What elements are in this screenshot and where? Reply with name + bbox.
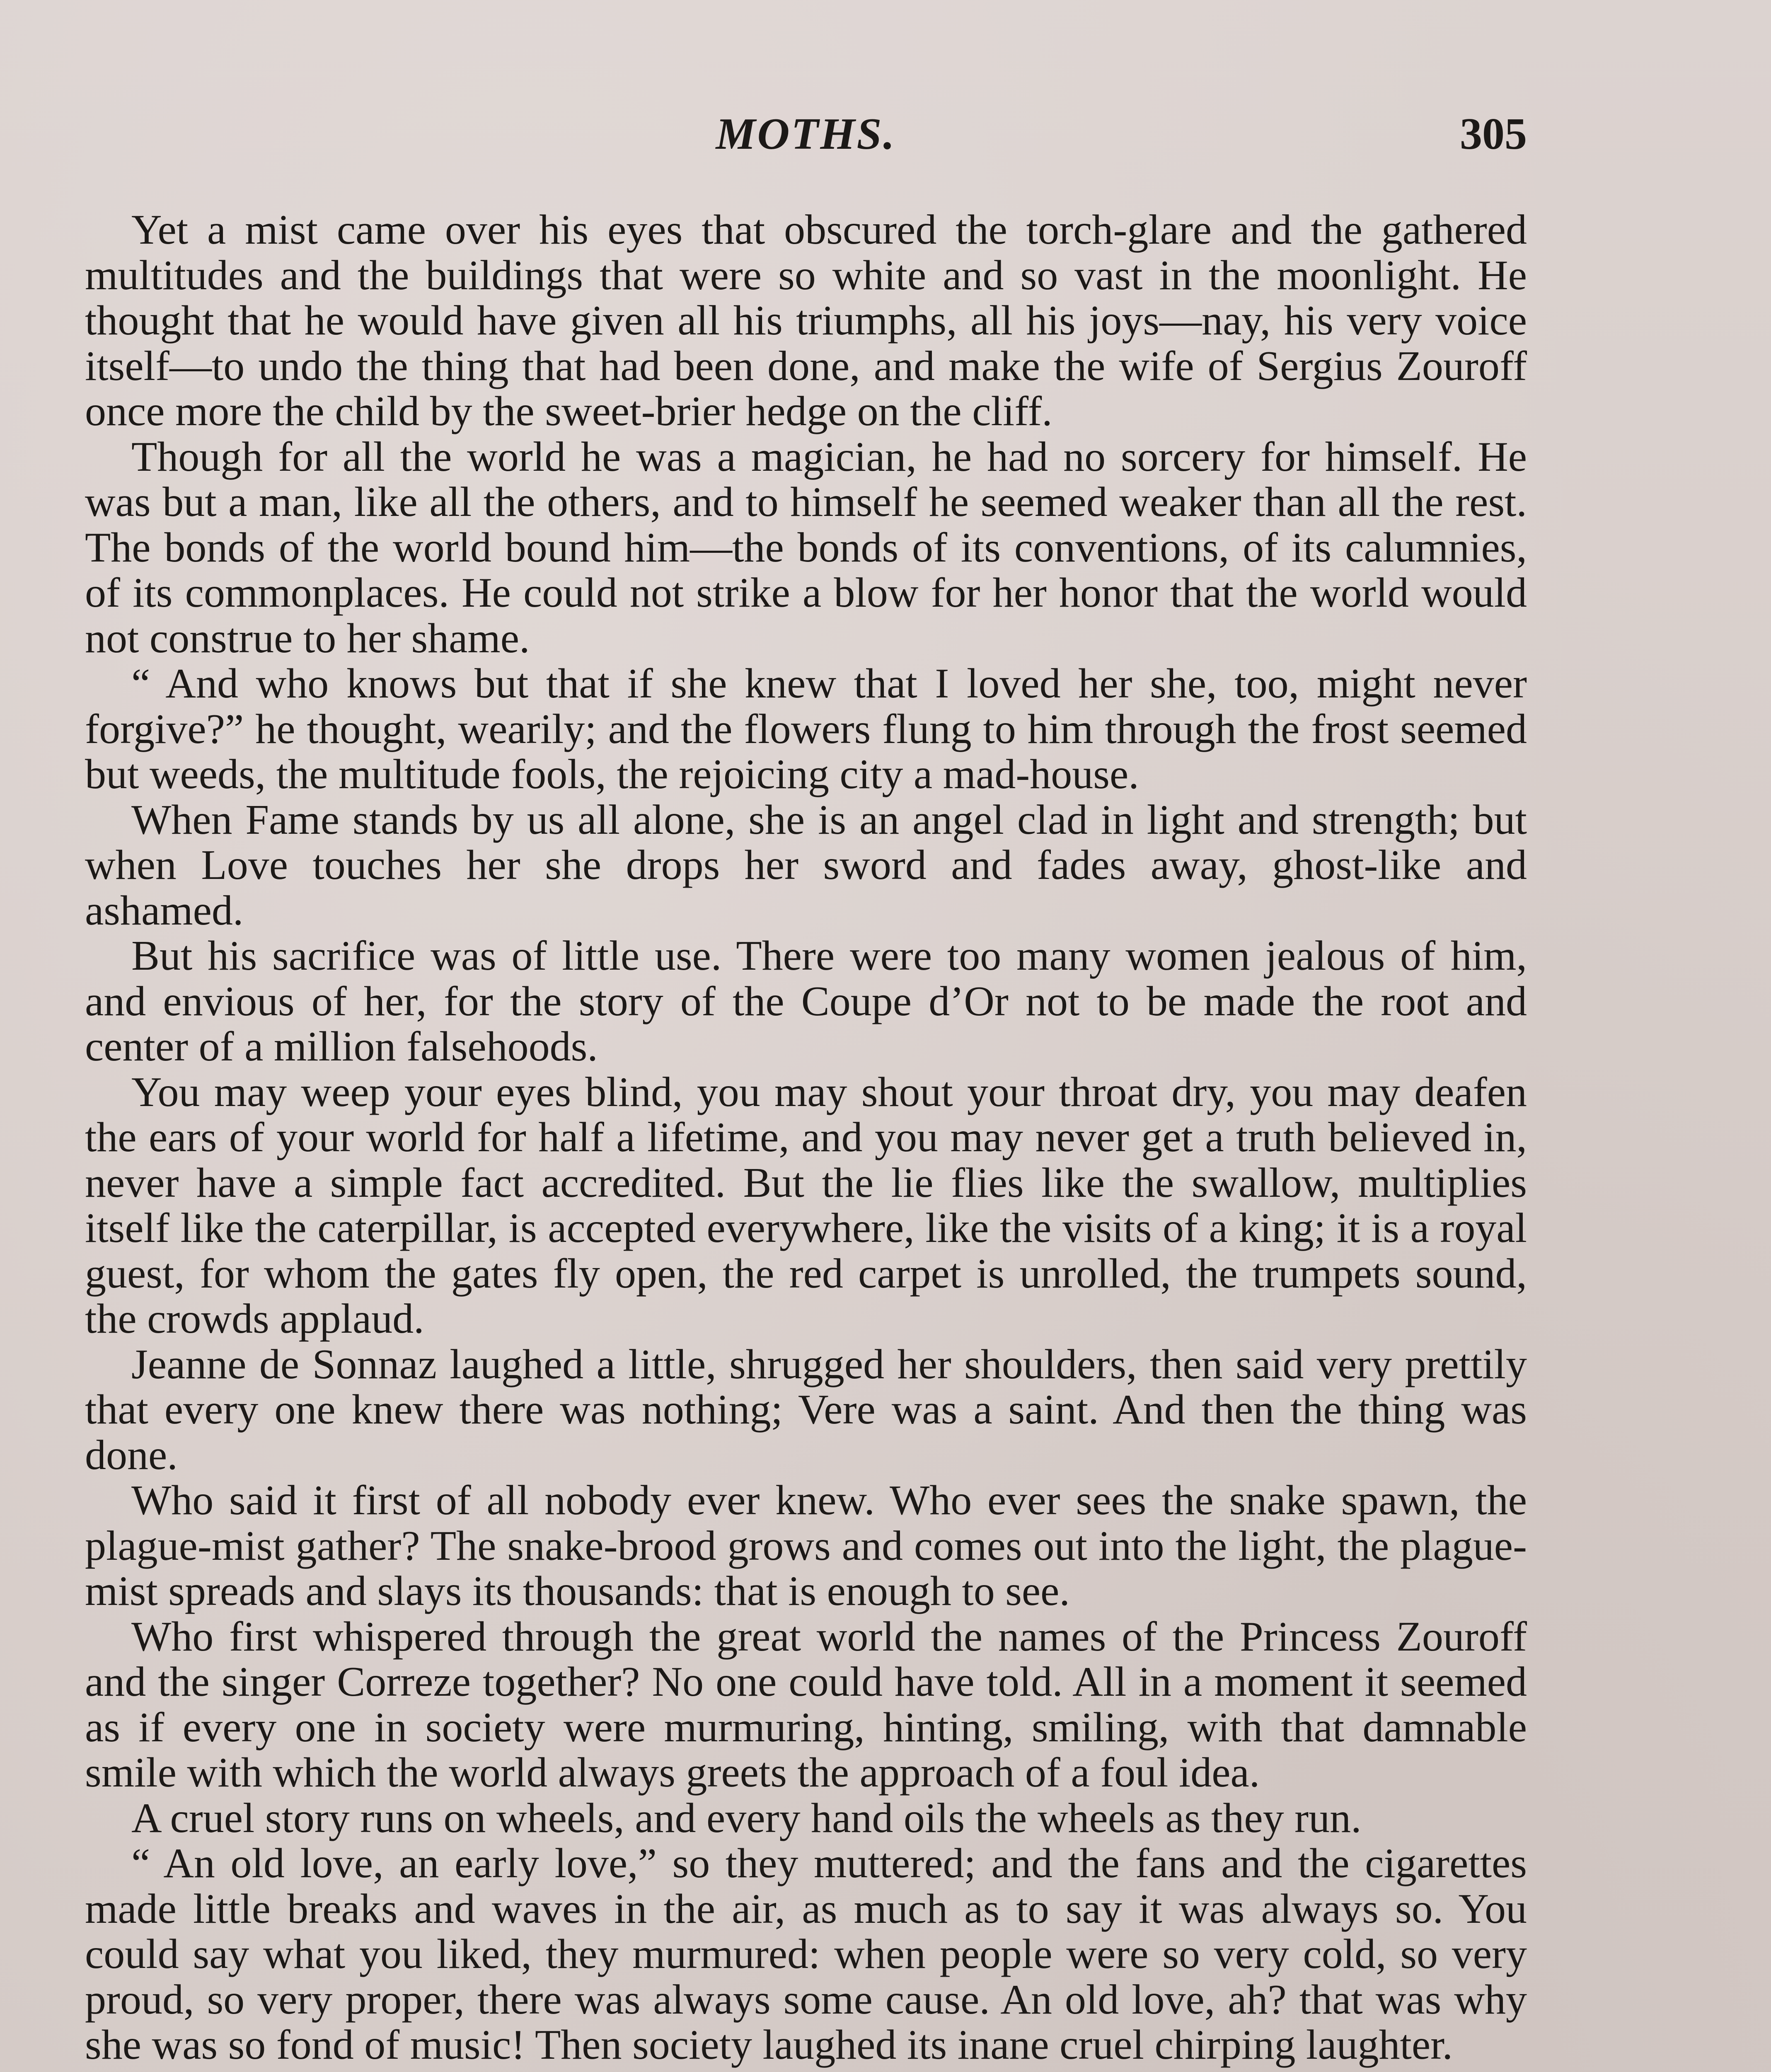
page-header [85,109,1527,162]
paragraph: A cruel story runs on wheels, and every hand oils the wheels as they run. [131,1794,1362,1842]
running-title: MOTHS. [716,109,896,159]
paragraph: “ And who knows but that if she knew that I loved her she, too, might never forgive?” he thought, wearily; and the flowers flung to him through the frost seemed but weeds, the multitude fools, the rejoicing city a mad-house. [85,660,1527,798]
paragraph: Who first whispered through the great world the names of the Princess Zouroff and the singer Correze together? No one could have told. All in a moment it seemed as if every one in society were murmuring, hinting, smiling, with that damnable smile with which the world always greets the approach of a foul idea. [85,1613,1527,1796]
paragraph: You may weep your eyes blind, you may shout your throat dry, you may deafen the ears of your world for half a lifetime, and you may never get a truth believed in, never have a simple fact accredited. But the lie flies like the swallow, multiplies itself like the caterpillar, is accepted everywhere, like the visits of a king; it is a royal guest, for whom the gates fly open, the red carpet is unrolled, the trumpets sound, the crowds applaud. [85,1068,1527,1342]
paragraph: Though for all the world he was a magician, he had no sorcery for himself. He was but a man, like all the others, and to himself he seemed weaker than all the rest. The bonds of the world bound him—the bonds of its conventions, of its calumnies, of its commonplaces. He could not strike a blow for her honor that the world would not construe to her shame. [85,433,1527,662]
paragraph: But his sacrifice was of little use. There were too many women jealous of him, and envious of her, for the story of the Coupe d’Or not to be made the root and center of a million falsehoods. [85,932,1527,1070]
paragraph: Jeanne de Sonnaz laughed a little, shrugged her shoulders, then said very prettily that every one knew there was nothing; Vere was a saint. And then the thing was done. [85,1341,1527,1479]
paragraph: Who said it first of all nobody ever knew. Who ever sees the snake spawn, the plague-mist gather? The snake-brood grows and comes out into the light, the plague-mist spreads and slays its thousands: that is enough to see. [85,1477,1527,1615]
paragraph: Yet a mist came over his eyes that obscured the torch-glare and the gathered multitudes and the buildings that were so white and so vast in the moonlight. He thought that he would have given all his triumphs, all his joys—nay, his very voice itself—to undo the thing that had been done, and make the wife of Sergius Zouroff once more the child by the sweet-brier hedge on the cliff. [85,206,1527,435]
paragraph: “ An old love, an early love,” so they muttered; and the fans and the cigarettes made little breaks and waves in the air, as much as to say it was always so. You could say what you liked, they murmured: when people were so very cold, so very proud, so very proper, there was always some cause. An old love, ah? that was why she was so fond of music! Then society laughed its inane cruel chirping laughter. [85,1840,1527,2068]
body-text [85,207,1527,2068]
page-number: 305 [1460,109,1527,159]
paragraph: When Fame stands by us all alone, she is an angel clad in light and strength; but when Love touches her she drops her sword and fades away, ghost-like and ashamed. [85,796,1527,934]
